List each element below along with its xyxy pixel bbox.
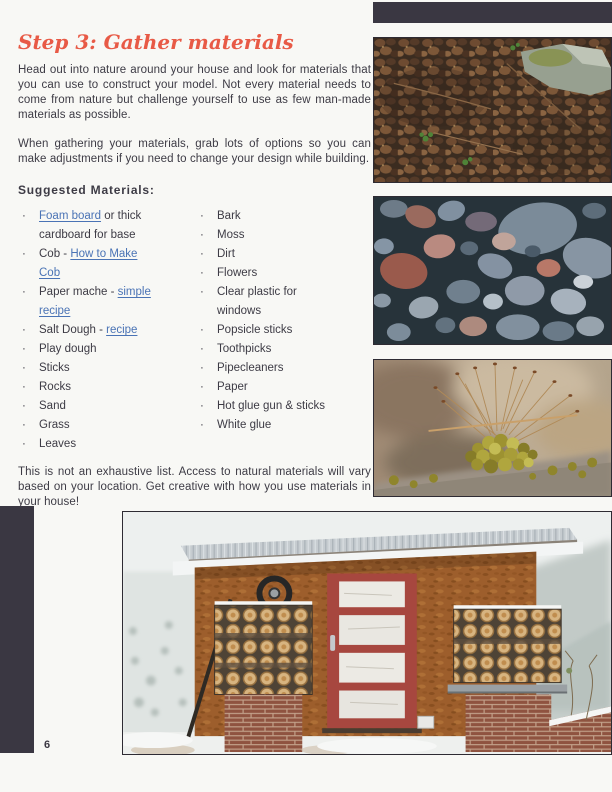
pebbles-illustration xyxy=(374,197,611,344)
gathering-paragraph: When gathering your materials, grab lots of options so you can make adjustments if you need to change your design while building. xyxy=(18,138,371,165)
material-item xyxy=(196,283,371,321)
material-text: or thick cardboard for base xyxy=(39,210,142,241)
material-text: Paper mache - xyxy=(39,286,118,298)
material-text: Salt Dough - xyxy=(39,324,107,336)
material-item xyxy=(196,397,371,416)
bullet-dot: · xyxy=(200,419,204,431)
material-item xyxy=(18,245,196,283)
outro-paragraph: This is not an exhaustive list. Access to natural materials will vary based on your location. Get creative with how you use materials in your house! xyxy=(18,466,371,508)
bullet-dot: · xyxy=(200,229,204,241)
material-item xyxy=(18,378,196,397)
bullet-dot: · xyxy=(200,210,204,222)
material-item xyxy=(18,321,196,340)
material-link[interactable]: recipe xyxy=(106,324,138,336)
bullet-dot: · xyxy=(200,362,204,374)
material-text: Sand xyxy=(39,400,66,412)
bullet-dot: · xyxy=(200,400,204,412)
material-text: Toothpicks xyxy=(217,343,272,355)
bullet-dot: · xyxy=(22,419,26,431)
moss-photo xyxy=(373,359,612,497)
material-text: White glue xyxy=(217,419,272,431)
material-item xyxy=(18,397,196,416)
material-item xyxy=(196,340,371,359)
top-accent-bar xyxy=(373,2,612,23)
material-item xyxy=(196,264,371,283)
material-link[interactable]: How to Make Cob xyxy=(39,248,138,279)
left-firewood-stack xyxy=(215,601,313,752)
material-text: Bark xyxy=(217,210,241,222)
material-item xyxy=(196,359,371,378)
material-text: Sticks xyxy=(39,362,70,374)
material-text: Paper xyxy=(217,381,248,393)
moss-illustration xyxy=(374,360,611,496)
material-link[interactable]: Foam board xyxy=(39,210,102,222)
page-number: 6 xyxy=(44,739,51,751)
material-text: Play dough xyxy=(39,343,97,355)
material-text: Pipecleaners xyxy=(217,362,284,374)
material-text: Rocks xyxy=(39,381,71,393)
material-item xyxy=(196,207,371,226)
shed-photo xyxy=(122,511,612,755)
material-text: Clear plastic for windows xyxy=(217,286,297,317)
bullet-dot: · xyxy=(22,248,26,260)
bullet-dot: · xyxy=(22,286,26,298)
material-item xyxy=(196,245,371,264)
material-item xyxy=(196,226,371,245)
material-text: Hot glue gun & sticks xyxy=(217,400,326,412)
bullet-dot: · xyxy=(200,343,204,355)
materials-column-right xyxy=(196,207,371,454)
material-item xyxy=(18,435,196,454)
shed-door xyxy=(322,573,422,733)
bullet-dot: · xyxy=(22,400,26,412)
bullet-dot: · xyxy=(22,210,26,222)
material-item xyxy=(18,283,196,321)
material-text: Popsicle sticks xyxy=(217,324,293,336)
material-item xyxy=(196,416,371,435)
material-text: Flowers xyxy=(217,267,258,279)
materials-heading: Suggested Materials: xyxy=(18,183,155,197)
material-item xyxy=(18,207,196,245)
bullet-dot: · xyxy=(200,381,204,393)
material-item xyxy=(18,359,196,378)
bullet-dot: · xyxy=(22,362,26,374)
bullet-dot: · xyxy=(22,381,26,393)
materials-column-left xyxy=(18,207,196,454)
bullet-dot: · xyxy=(22,438,26,450)
bullet-dot: · xyxy=(200,286,204,298)
pebbles-photo xyxy=(373,196,612,345)
intro-paragraph: Head out into nature around your house and look for materials that you can use to construct your model. Not every material needs to come from nature but challenge yourself to use as few man-made materials as possible. xyxy=(18,64,371,121)
material-item xyxy=(196,321,371,340)
main-text-column xyxy=(18,30,371,524)
material-text: Dirt xyxy=(217,248,235,260)
shed-illustration xyxy=(123,512,611,754)
material-item xyxy=(18,416,196,435)
material-link[interactable]: simple recipe xyxy=(39,286,151,317)
bullet-dot: · xyxy=(22,343,26,355)
material-text: Cob - xyxy=(39,248,71,260)
material-text: Grass xyxy=(39,419,70,431)
material-text: Moss xyxy=(217,229,245,241)
material-item xyxy=(196,378,371,397)
bullet-dot: · xyxy=(200,248,204,260)
pinecones-illustration xyxy=(374,38,611,182)
material-item xyxy=(18,340,196,359)
left-accent-bar xyxy=(0,506,34,753)
bullet-dot: · xyxy=(22,324,26,336)
material-text: Leaves xyxy=(39,438,77,450)
bullet-dot: · xyxy=(200,267,204,279)
pinecones-photo xyxy=(373,37,612,183)
page-title: Step 3: Gather materials xyxy=(18,30,294,54)
materials-list xyxy=(18,207,371,454)
bullet-dot: · xyxy=(200,324,204,336)
